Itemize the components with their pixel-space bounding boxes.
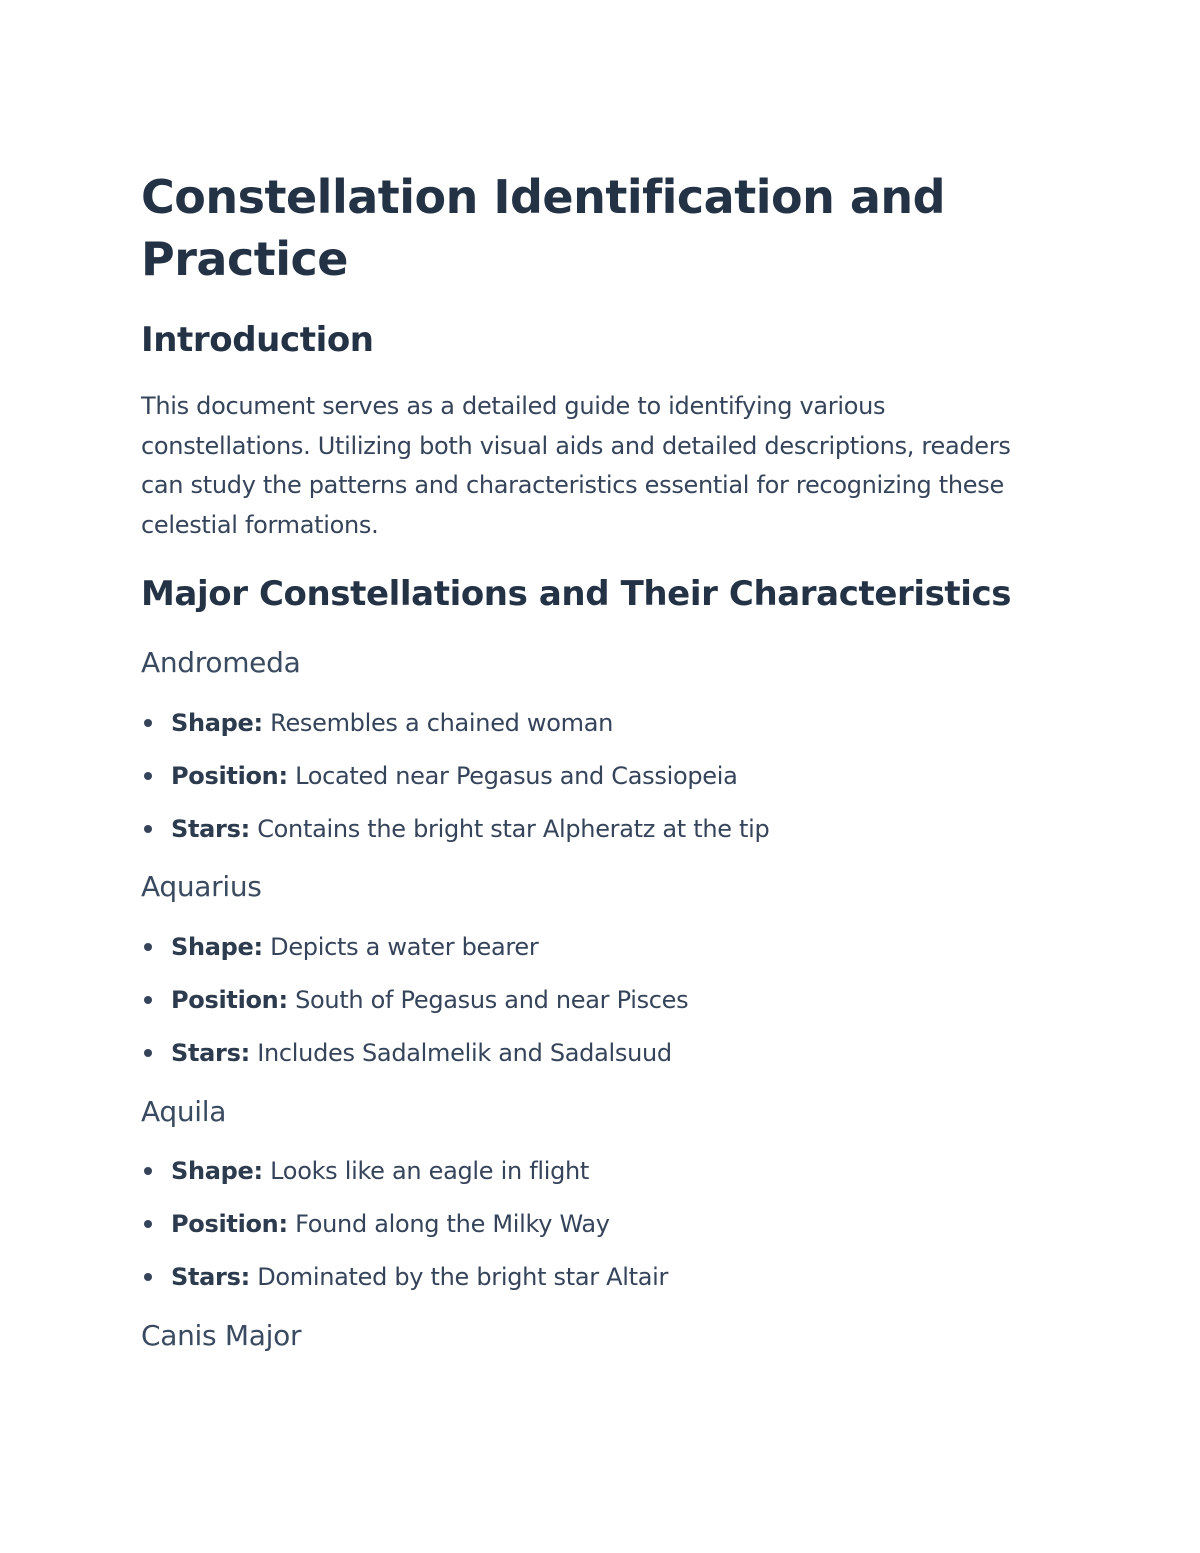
- list-item-value: South of Pegasus and near Pisces: [287, 986, 689, 1014]
- bullet-icon: [144, 825, 152, 833]
- introduction-heading: Introduction: [141, 320, 374, 360]
- list-item-value: Found along the Milky Way: [287, 1210, 610, 1238]
- list-item-value: Includes Sadalmelik and Sadalsuud: [249, 1039, 672, 1067]
- constellation-heading-aquarius: Aquarius: [141, 870, 262, 903]
- list-item-text: [171, 930, 538, 964]
- list-item-value: Resembles a chained woman: [262, 709, 614, 737]
- bullet-icon: [144, 1273, 152, 1281]
- bullet-icon: [144, 996, 152, 1004]
- constellation-heading-canis-major: Canis Major: [141, 1319, 302, 1352]
- list-item-text: [171, 759, 738, 793]
- list-item-value: Contains the bright star Alpheratz at the tip: [249, 815, 770, 843]
- list-item-value: Located near Pegasus and Cassiopeia: [287, 762, 738, 790]
- list-item-value: Depicts a water bearer: [262, 933, 539, 961]
- list-item-label: Position:: [171, 986, 288, 1014]
- list-item-text: [171, 1036, 672, 1070]
- list-item-label: Shape:: [171, 933, 263, 961]
- constellation-heading-aquila: Aquila: [141, 1095, 227, 1128]
- list-item-value: Dominated by the bright star Altair: [249, 1263, 669, 1291]
- list-item-label: Stars:: [171, 1039, 250, 1067]
- constellation-heading-andromeda: Andromeda: [141, 646, 301, 679]
- document-title: Constellation Identification and Practice: [141, 170, 946, 286]
- list-item-text: [171, 1260, 668, 1294]
- bullet-icon: [144, 1220, 152, 1228]
- list-item-text: [171, 706, 613, 740]
- list-item-label: Shape:: [171, 1157, 263, 1185]
- introduction-paragraph: This document serves as a detailed guide to identifying various constellations. Utilizing both visual aids and detailed descriptions, readers can study the patterns and characteristics essential for recognizing these celestial formations.: [141, 392, 1011, 539]
- bullet-icon: [144, 719, 152, 727]
- bullet-icon: [144, 943, 152, 951]
- list-item-text: [171, 812, 769, 846]
- bullet-icon: [144, 1167, 152, 1175]
- bullet-icon: [144, 772, 152, 780]
- major-constellations-heading: Major Constellations and Their Characteristics: [141, 574, 1012, 614]
- list-item-label: Shape:: [171, 709, 263, 737]
- list-item-label: Stars:: [171, 815, 250, 843]
- list-item-label: Stars:: [171, 1263, 250, 1291]
- list-item-value: Looks like an eagle in flight: [262, 1157, 590, 1185]
- bullet-icon: [144, 1049, 152, 1057]
- list-item-label: Position:: [171, 1210, 288, 1238]
- list-item-text: [171, 1154, 589, 1188]
- list-item-label: Position:: [171, 762, 288, 790]
- list-item-text: [171, 983, 688, 1017]
- list-item-text: [171, 1207, 610, 1241]
